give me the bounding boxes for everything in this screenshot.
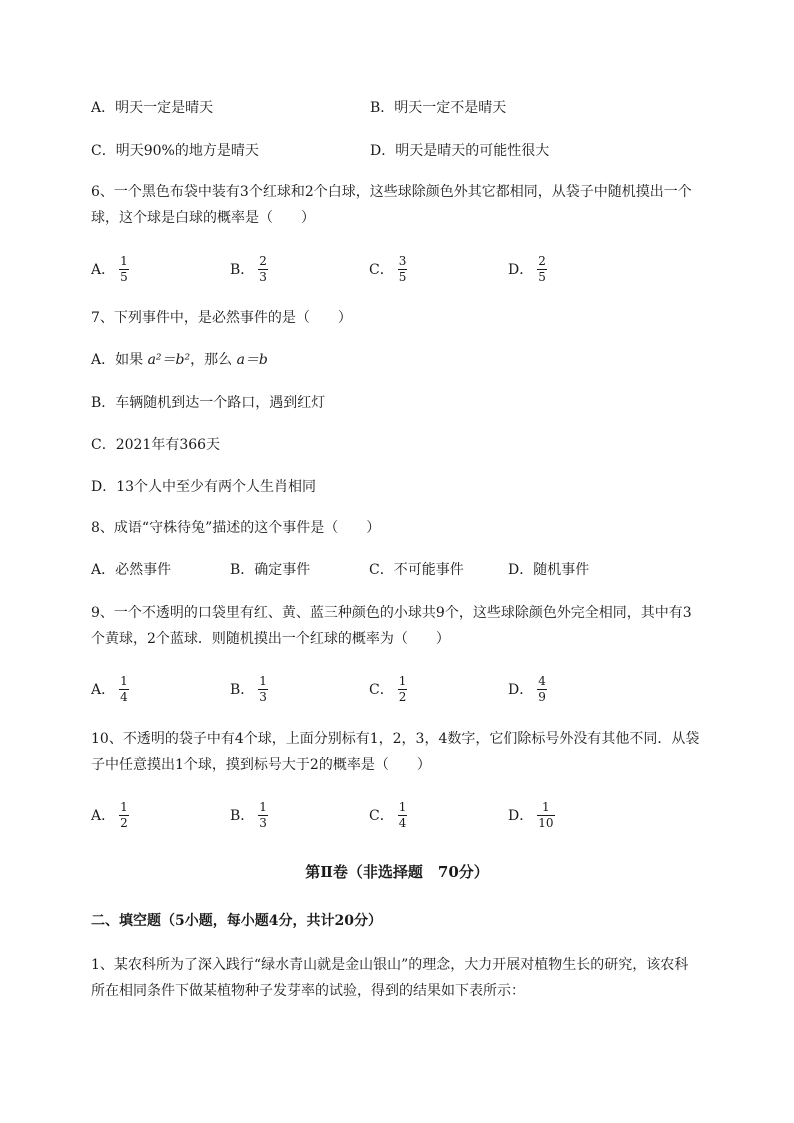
option-label: C． — [369, 262, 394, 278]
fraction — [258, 254, 268, 285]
q9-stem-line1: 9、一个不透明的口袋里有红、黄、蓝三种颜色的小球共9个，这些球除颜色外完全相同，其中有3 — [91, 605, 692, 621]
numerator: 1 — [120, 673, 128, 688]
q10-option-a — [91, 795, 129, 835]
fraction — [119, 674, 129, 705]
q6-option-c — [369, 249, 407, 289]
denominator: 5 — [538, 269, 546, 284]
q5-option-d: D．明天是晴天的可能性很大 — [370, 143, 550, 159]
numerator: 2 — [538, 253, 546, 268]
option-text: ，那么 — [190, 352, 237, 368]
fraction — [398, 800, 408, 831]
denominator: 10 — [538, 815, 554, 830]
option-label: D． — [508, 682, 534, 698]
denominator: 4 — [120, 689, 128, 704]
fraction — [537, 674, 547, 705]
numerator: 1 — [259, 799, 267, 814]
fill1-stem-line1: 1、某农科所为了深入践行“绿水青山就是金山银山”的理念，大力开展对植物生长的研究，该农科 — [91, 957, 689, 973]
q8-option-a: A．必然事件 — [91, 562, 172, 578]
section-title: 第Ⅱ卷（非选择题 70分） — [305, 863, 489, 881]
option-label: B． — [230, 808, 255, 824]
q6-option-a — [91, 249, 129, 289]
option-label: B． — [230, 682, 255, 698]
fraction — [398, 674, 408, 705]
q5-option-b: B．明天一定不是晴天 — [370, 100, 507, 116]
fill1-stem-line2: 所在相同条件下做某植物种子发芽率的试验，得到的结果如下表所示： — [91, 983, 525, 999]
option-label: B． — [230, 262, 255, 278]
numerator: 3 — [398, 253, 407, 268]
q6-stem-line2: 球，这个球是白球的概率是（ ） — [91, 210, 315, 226]
option-label: C． — [369, 682, 394, 698]
q7-option-b: B．车辆随机到达一个路口，遇到红灯 — [91, 395, 326, 411]
fraction — [258, 800, 268, 831]
option-label: A． — [91, 262, 116, 278]
math-expression: a＝b — [236, 352, 268, 368]
q10-option-d — [508, 795, 555, 835]
denominator: 5 — [120, 269, 128, 284]
numerator: 2 — [259, 253, 267, 268]
option-label: D． — [508, 808, 534, 824]
numerator: 1 — [398, 673, 407, 688]
q10-stem-line2: 子中任意摸出1个球，摸到标号大于2的概率是（ ） — [91, 757, 431, 773]
option-label: A． — [91, 682, 116, 698]
q6-option-b — [230, 249, 268, 289]
q10-option-c — [369, 795, 407, 835]
q7-option-c: C．2021年有366天 — [91, 437, 221, 453]
q7-stem: 7、下列事件中，是必然事件的是（ ） — [91, 310, 352, 326]
fraction — [119, 254, 129, 285]
fraction — [537, 254, 547, 285]
fraction — [398, 254, 408, 285]
option-label: C． — [369, 808, 394, 824]
denominator: 3 — [259, 815, 267, 830]
q5-option-c: C．明天90%的地方是晴天 — [91, 143, 259, 159]
q5-option-a: A．明天一定是晴天 — [91, 100, 214, 116]
numerator: 1 — [259, 673, 267, 688]
fraction — [258, 674, 268, 705]
q9-option-a — [91, 669, 129, 709]
q8-option-b: B．确定事件 — [230, 562, 311, 578]
option-label: D． — [508, 262, 534, 278]
denominator: 3 — [259, 269, 267, 284]
denominator: 2 — [120, 815, 128, 830]
q7-option-d: D．13个人中至少有两个人生肖相同 — [91, 479, 317, 495]
section-subtitle: 二、填空题（5小题，每小题4分，共计20分） — [91, 913, 382, 929]
denominator: 4 — [398, 815, 407, 830]
denominator: 3 — [259, 689, 267, 704]
numerator: 1 — [542, 799, 550, 814]
q10-option-b — [230, 795, 268, 835]
q9-option-c — [369, 669, 407, 709]
q8-stem: 8、成语“守株待兔”描述的这个事件是（ ） — [91, 520, 381, 536]
q8-option-d: D．随机事件 — [508, 562, 590, 578]
q6-option-d — [508, 249, 547, 289]
q9-option-d — [508, 669, 547, 709]
q9-stem-line2: 个黄球，2个蓝球．则随机摸出一个红球的概率为（ ） — [91, 631, 450, 647]
option-label: A． — [91, 808, 116, 824]
math-expression: a²＝b² — [147, 352, 191, 368]
denominator: 5 — [398, 269, 407, 284]
option-text: A．如果 — [91, 352, 148, 368]
denominator: 9 — [538, 689, 546, 704]
q7-option-a — [91, 350, 268, 370]
denominator: 2 — [398, 689, 407, 704]
numerator: 1 — [398, 799, 407, 814]
numerator: 1 — [120, 799, 128, 814]
q9-option-b — [230, 669, 268, 709]
numerator: 4 — [538, 673, 546, 688]
q10-stem-line1: 10、不透明的袋子中有4个球，上面分别标有1，2，3，4数字，它们除标号外没有其他不同．从袋 — [91, 731, 700, 747]
q8-option-c: C．不可能事件 — [369, 562, 464, 578]
numerator: 1 — [120, 253, 128, 268]
q6-stem-line1: 6、一个黑色布袋中装有3个红球和2个白球，这些球除颜色外其它都相同，从袋子中随机摸出一个 — [91, 184, 692, 200]
fraction — [537, 800, 554, 831]
fraction — [119, 800, 129, 831]
